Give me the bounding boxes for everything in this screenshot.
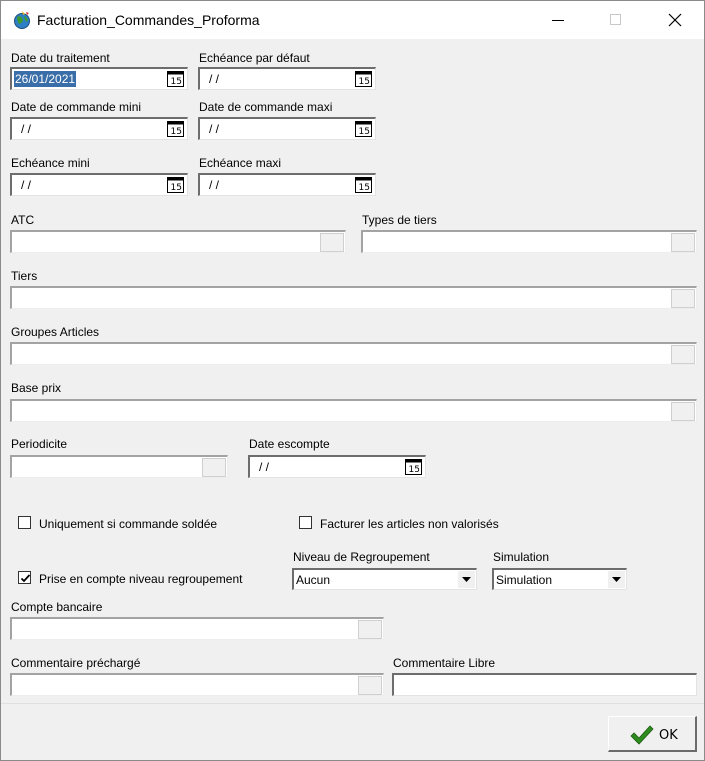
- ok-label: OK: [659, 728, 678, 743]
- commentaire-libre-field[interactable]: [392, 673, 697, 696]
- groupes-articles-lookup-button[interactable]: [671, 345, 695, 364]
- date-escompte-field[interactable]: [248, 455, 426, 478]
- commentaire-precharge-lookup-button[interactable]: [358, 676, 382, 695]
- compte-bancaire-field[interactable]: [10, 617, 384, 640]
- dialog-footer: [1, 703, 704, 760]
- calendar-icon[interactable]: [167, 177, 184, 193]
- regroupement-dropdown-button[interactable]: [458, 571, 475, 588]
- date-traitement-label: Date du traitement: [11, 51, 110, 65]
- periodicite-field[interactable]: [10, 455, 228, 478]
- commande-soldee-checkbox[interactable]: [18, 516, 31, 529]
- commande-maxi-label: Date de commande maxi: [199, 100, 333, 114]
- calendar-icon[interactable]: [355, 71, 372, 87]
- niveau-regroupement-checkbox[interactable]: [18, 571, 31, 584]
- date-escompte-label: Date escompte: [249, 437, 330, 451]
- commande-maxi-value: / /: [209, 122, 220, 136]
- regroupement-value: Aucun: [296, 573, 331, 587]
- svg-text:15: 15: [170, 183, 182, 193]
- commande-soldee-label: Uniquement si commande soldée: [39, 517, 218, 531]
- svg-text:15: 15: [408, 465, 420, 475]
- maximize-icon: [609, 13, 623, 27]
- tiers-lookup-button[interactable]: [671, 289, 695, 308]
- echeance-mini-field[interactable]: [10, 173, 188, 196]
- echeance-maxi-label: Echéance maxi: [199, 156, 282, 170]
- echeance-mini-label: Echéance mini: [11, 156, 90, 170]
- calendar-icon[interactable]: [405, 459, 422, 475]
- chevron-down-icon: [462, 577, 471, 582]
- base-prix-label: Base prix: [11, 381, 62, 395]
- ok-button[interactable]: [608, 716, 697, 752]
- echeance-maxi-field[interactable]: [198, 173, 376, 196]
- calendar-icon[interactable]: [167, 71, 184, 87]
- window-title: Facturation_Commandes_Proforma: [37, 12, 260, 28]
- checkmark-icon: [630, 725, 654, 745]
- date-traitement-field[interactable]: [10, 67, 188, 90]
- non-valorises-checkbox[interactable]: [299, 516, 312, 529]
- calendar-icon[interactable]: [355, 177, 372, 193]
- groupes-articles-label: Groupes Articles: [11, 325, 100, 339]
- periodicite-lookup-button[interactable]: [202, 458, 226, 477]
- title-bar: [1, 1, 704, 39]
- svg-text:15: 15: [358, 77, 370, 87]
- types-tiers-label: Types de tiers: [362, 213, 437, 227]
- echeance-maxi-value: / /: [209, 178, 220, 192]
- calendar-icon[interactable]: [355, 121, 372, 137]
- date-traitement-value: 26/01/2021: [15, 72, 76, 86]
- simulation-select[interactable]: [492, 568, 627, 590]
- calendar-icon[interactable]: [167, 121, 184, 137]
- atc-lookup-button[interactable]: [320, 233, 344, 252]
- base-prix-field[interactable]: [10, 399, 697, 422]
- svg-text:15: 15: [170, 77, 182, 87]
- types-tiers-lookup-button[interactable]: [671, 233, 695, 252]
- commande-mini-label: Date de commande mini: [11, 100, 142, 114]
- compte-bancaire-label: Compte bancaire: [11, 600, 103, 614]
- svg-text:15: 15: [358, 183, 370, 193]
- echeance-mini-value: / /: [21, 178, 32, 192]
- commentaire-libre-label: Commentaire Libre: [393, 656, 496, 670]
- compte-bancaire-lookup-button[interactable]: [358, 620, 382, 639]
- tiers-label: Tiers: [11, 269, 38, 283]
- simulation-value: Simulation: [496, 573, 553, 587]
- niveau-regroupement-label: Prise en compte niveau regroupement: [39, 572, 243, 586]
- date-escompte-value: / /: [259, 460, 270, 474]
- base-prix-lookup-button[interactable]: [671, 402, 695, 421]
- commentaire-precharge-label: Commentaire préchargé: [11, 656, 141, 670]
- echeance-defaut-value: / /: [209, 72, 220, 86]
- minimize-button[interactable]: [529, 1, 587, 39]
- checkmark-icon: [20, 573, 31, 584]
- periodicite-label: Periodicite: [11, 437, 68, 451]
- commentaire-precharge-field[interactable]: [10, 673, 384, 696]
- form-area: [1, 39, 704, 703]
- commande-mini-field[interactable]: [10, 117, 188, 140]
- echeance-defaut-field[interactable]: [198, 67, 376, 90]
- types-tiers-field[interactable]: [361, 230, 697, 253]
- commande-maxi-field[interactable]: [198, 117, 376, 140]
- svg-text:15: 15: [358, 127, 370, 137]
- close-button[interactable]: [646, 1, 704, 39]
- close-icon: [668, 13, 682, 27]
- simulation-dropdown-button[interactable]: [608, 571, 625, 588]
- tiers-field[interactable]: [10, 286, 697, 309]
- commande-mini-value: / /: [21, 122, 32, 136]
- app-globe-icon: [12, 10, 32, 30]
- simulation-label: Simulation: [493, 550, 550, 564]
- regroupement-select[interactable]: [292, 568, 477, 590]
- chevron-down-icon: [612, 577, 621, 582]
- maximize-button[interactable]: [587, 1, 645, 39]
- svg-text:15: 15: [170, 127, 182, 137]
- groupes-articles-field[interactable]: [10, 342, 697, 365]
- minimize-icon: [551, 13, 565, 27]
- regroupement-label: Niveau de Regroupement: [293, 550, 430, 564]
- echeance-defaut-label: Echéance par défaut: [199, 51, 310, 65]
- atc-label: ATC: [11, 213, 35, 227]
- atc-field[interactable]: [10, 230, 346, 253]
- non-valorises-label: Facturer les articles non valorisés: [320, 517, 499, 531]
